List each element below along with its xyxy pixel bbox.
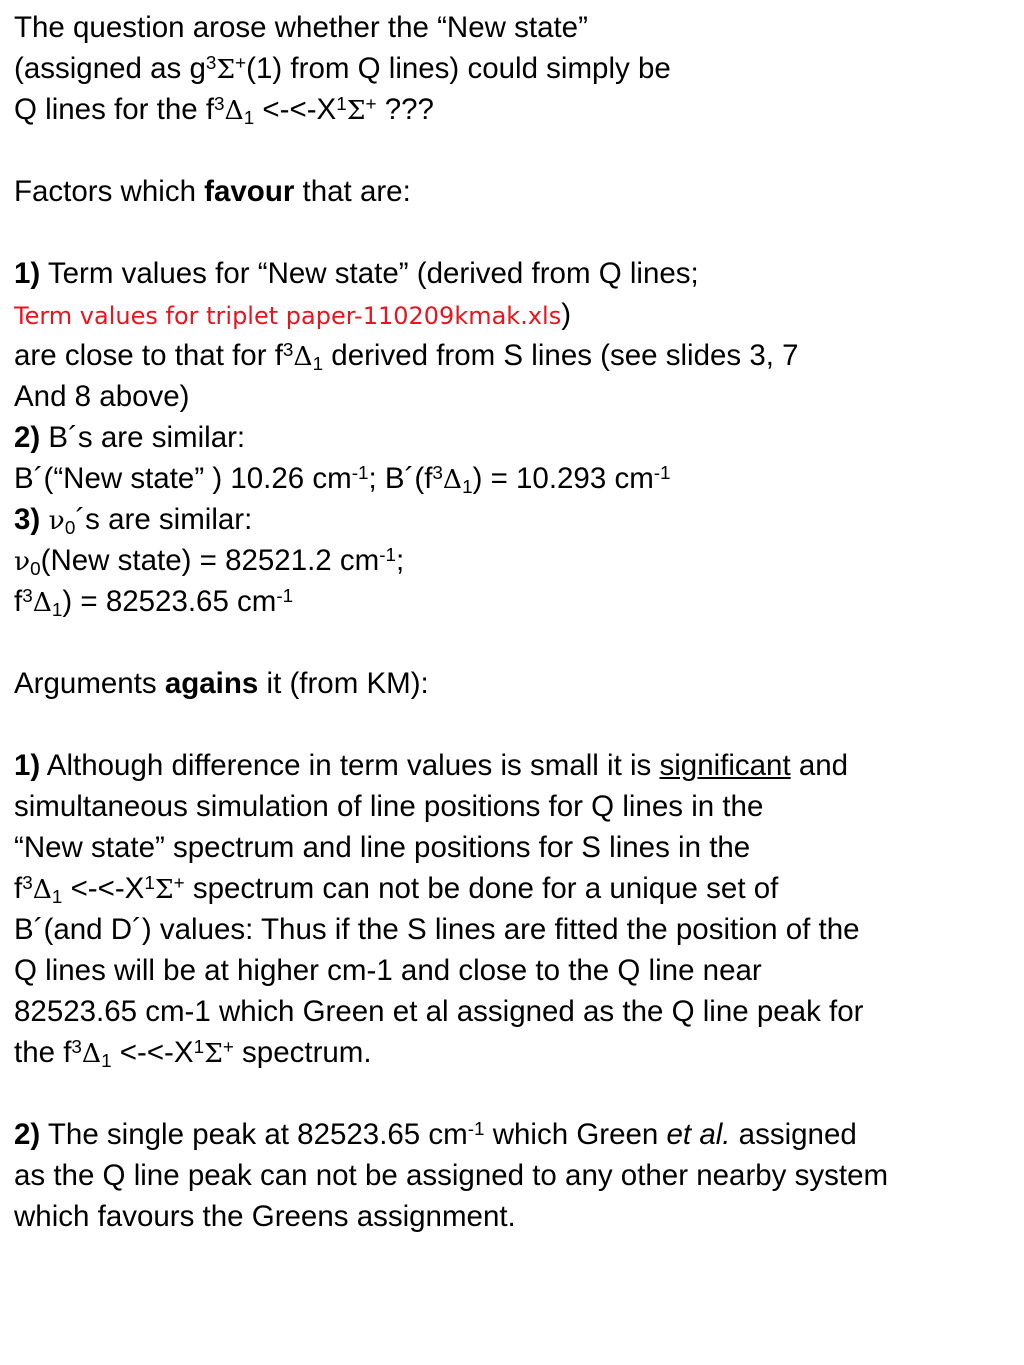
- against-point-2-line-3: which favours the Greens assignment.: [14, 1200, 516, 1233]
- spreadsheet-link[interactable]: Term values for triplet paper-110209kmak.xls: [14, 302, 562, 330]
- against-point-1-line-4: $f^3\Delta_1 <-<-X^1\Sigma^+$ spectrum can not be done for a unique set of: [14, 871, 779, 908]
- favour-point-1-line-1: 1) Term values for “New state” (derived from Q lines;: [14, 257, 699, 290]
- slide-text-body: [14, 7, 1020, 1237]
- against-point-1-line-8: the $f^3\Delta_1 <-<-X^1\Sigma^+$ spectrum.: [14, 1035, 372, 1072]
- against-point-1-line-3: “New state” spectrum and line positions for S lines in the: [14, 831, 751, 864]
- against-point-2-line-2: as the Q line peak can not be assigned to any other nearby system: [14, 1159, 889, 1192]
- favour-point-3-line-3: $f^3\Delta_1) = 82523.65$ $cm^{-1}$: [14, 584, 294, 621]
- spacer: [14, 130, 1020, 171]
- intro-line-3: Q lines for the $f^3\Delta_1 <-<-X^1\Sigma^+$ ???: [14, 92, 434, 129]
- against-point-2-line-1: 2) The single peak at 82523.65 $cm^{-1}$ which Green et al. assigned: [14, 1117, 857, 1151]
- against-point-1-line-1: 1) Although difference in term values is small it is significant and: [14, 749, 849, 782]
- favour-point-2-line-1: 2) B´s are similar:: [14, 421, 246, 454]
- against-point-1-line-6: Q lines will be at higher cm-1 and close to the Q line near: [14, 954, 762, 987]
- favour-point-1-line-2: Term values for triplet paper-110209kmak.xls): [14, 298, 572, 331]
- favour-point-2-line-2: B´(“New state” ) 10.26 $cm^{-1}$; $B´(f^3\Delta_1) = 10.293$ $cm^{-1}$: [14, 461, 671, 498]
- spacer: [14, 212, 1020, 253]
- favour-point-1-line-3: are close to that for $f^3\Delta_1$ derived from S lines (see slides 3, 7: [14, 338, 799, 375]
- spacer: [14, 704, 1020, 745]
- against-point-1-line-2: simultaneous simulation of line positions for Q lines in the: [14, 790, 764, 823]
- spacer: [14, 622, 1020, 663]
- against-heading: Arguments agains it (from KM):: [14, 667, 429, 700]
- favour-heading: Factors which favour that are:: [14, 175, 411, 208]
- intro-line-1: The question arose whether the “New state”: [14, 11, 588, 44]
- against-point-1-line-5: B´(and D´) values: Thus if the S lines are fitted the position of the: [14, 913, 860, 946]
- favour-point-3-line-2: $\nu_0(New$ state) = 82521.2 $cm^{-1}$;: [14, 543, 405, 580]
- favour-point-1-line-4: And 8 above): [14, 380, 190, 413]
- favour-point-3-line-1: 3) $\nu_0´s$ are similar:: [14, 503, 253, 539]
- intro-line-2: (assigned as $g^3\Sigma^+(1)$ from Q lines) could simply be: [14, 51, 671, 85]
- against-point-1-line-7: 82523.65 cm-1 which Green et al assigned as the Q line peak for: [14, 995, 864, 1028]
- spacer: [14, 1073, 1020, 1114]
